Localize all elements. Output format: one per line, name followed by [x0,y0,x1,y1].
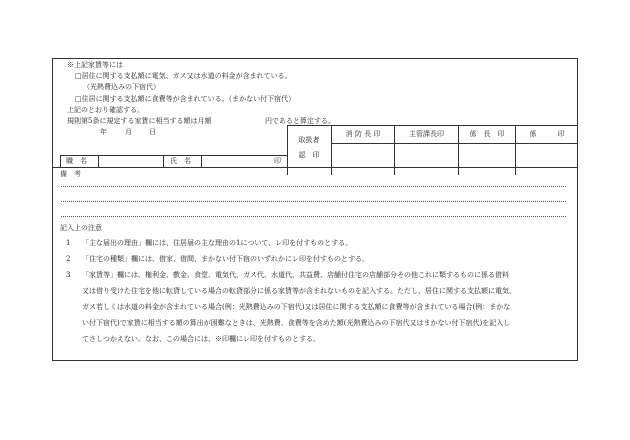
name-row-left-border [60,155,61,167]
fire-chief-seal-header: 消 防 長 印 [345,130,381,138]
handler-label: 取扱者 [298,136,320,144]
note-heading: ※上記家賃等には [67,61,123,69]
remarks-line-3[interactable] [61,216,566,217]
job-title-field[interactable] [99,156,162,166]
instruction-2-text: 「住宅の種類」欄には、借家、借間、まかない付下宿のいずれかにレ印を付すものとする。 [82,255,369,263]
approval-header-divider [331,143,578,144]
instruction-number: 2 [66,255,71,263]
staff-seal-header: 係 印 [529,130,565,138]
date-day-label: 日 [149,128,156,136]
section-manager-seal-header: 主管課長印 [409,130,444,138]
instruction-3-text-line-5: てさしつかえない。なお、この場合には、※印欄にレ印を付すものとする。 [82,335,320,343]
utilities-included-note: （光熱費込みの下宿代） [83,83,160,91]
date-month-label: 月 [125,128,132,136]
instruction-3-text-line-2: 又は借り受けた住宅を他に転貸している場合の転貸部分に係る家賃等が含まれないものを記入する。ただし、居住に関する支払額に電気、 [82,287,516,295]
subsection-chief-seal-header: 係 長 印 [469,130,505,138]
seal-mark: 印 [274,157,281,165]
date-year-label: 年 [100,128,107,136]
name-row-divider-2 [163,155,164,167]
instructions-heading: 記入上の注意 [60,224,102,232]
name-label: 氏 名 [170,157,191,165]
instruction-1-text: 「主な届出の理由」欄には、住居届の主な理由の1について、レ印を付すものとする。 [82,239,353,247]
rule-text: 規則第5条に規定する家賃に相当する額は月額 [67,117,212,125]
instruction-3-text-line-4: い付下宿代)で家賃に相当する額の算出が困難なときは、光熱費、食費等を含めた額(光熱費込みの下宿代又はまかない付下宿代)を記入し [82,319,511,327]
remarks-label: 備 考 [60,170,81,178]
handler-seal-label: 認 印 [298,151,320,159]
instruction-3-text-line-3: ガス若しくは水道の料金が含まれている場合(例：光熱費込みの下宿代)又は居住に関する支払額に食費等が含まれている場合(例：まかな [82,303,511,311]
remarks-line-2[interactable] [61,201,566,202]
instruction-number: 1 [66,239,71,247]
remarks-line-1[interactable] [61,186,566,187]
job-title-label: 職 名 [66,157,87,165]
remarks-top-border [52,167,578,168]
rule-suffix: 円であると算定する。 [265,117,335,125]
instruction-number: 3 [66,271,71,279]
instruction-3-text-line-1: 「家賃等」欄には、権利金、敷金、食堂、電気代、ガス代、水道代、共益費、店舗付住宅の店舗部分その他これに類するものに係る借料 [82,271,509,279]
name-field[interactable] [202,156,272,166]
checkbox-meals-included[interactable]: □住居に関する支払額に食費等が含まれている。（まかない付下宿代） [75,95,296,103]
confirm-text: 上記のとおり確認する。 [67,106,144,114]
checkbox-utilities-included[interactable]: □居住に関する支払額に電気、ガス又は水道の料金が含まれている。 [75,72,292,80]
